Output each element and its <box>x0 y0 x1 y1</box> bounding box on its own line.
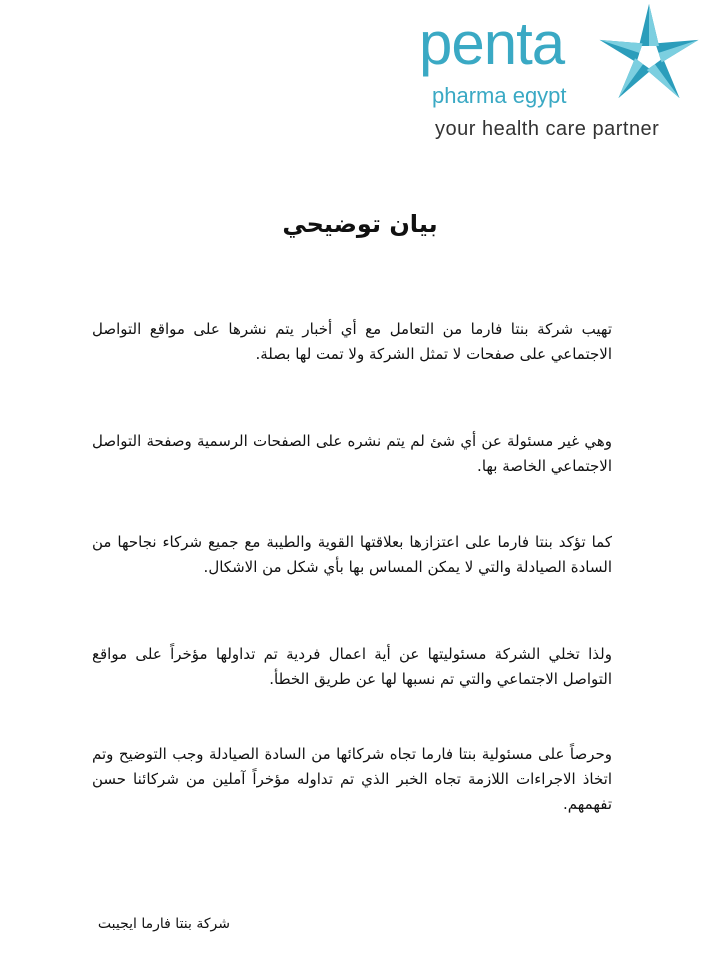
document-title: بيان توضيحي <box>282 210 438 238</box>
paragraph-1: تهيب شركة بنتا فارما من التعامل مع أي أخبار يتم نشرها على مواقع التواصل الاجتماعي على صفحات لا تمثل الشركة ولا تمت لها بصلة. <box>92 320 612 363</box>
paragraph-4: ولذا تخلي الشركة مسئوليتها عن أية اعمال فردية تم تداولها مؤخراً على مواقع التواصل الاجتماعي والتي تم نسبها لها عن طريق الخطأ. <box>92 645 612 688</box>
company-logo <box>415 0 715 150</box>
penta-star-icon <box>592 0 707 110</box>
paragraph-3: كما تؤكد بنتا فارما على اعتزازها بعلاقتها القوية والطيبة مع جميع شركاء نجاحها من السادة الصيادلة والتي لا يمكن المساس بها بأي شكل من الاشكال. <box>92 533 612 576</box>
logo-tagline: your health care partner <box>435 118 660 140</box>
signature: شركة بنتا فارما ايجيبت <box>97 916 230 932</box>
paragraph-2: وهي غير مسئولة عن أي شئ لم يتم نشره على الصفحات الرسمية وصفحة التواصل الاجتماعي الخاصة بها. <box>92 432 612 475</box>
logo-subtitle: pharma egypt <box>432 83 567 108</box>
paragraph-5: وحرصاً على مسئولية بنتا فارما تجاه شركائها من السادة الصيادلة وجب التوضيح وتم اتخاذ الاجراءات اللازمة تجاه الخبر الذي تم تداوله مؤخراً آملين من شركائنا حسن تفهمهم. <box>92 745 612 813</box>
logo-name: penta <box>419 10 565 77</box>
